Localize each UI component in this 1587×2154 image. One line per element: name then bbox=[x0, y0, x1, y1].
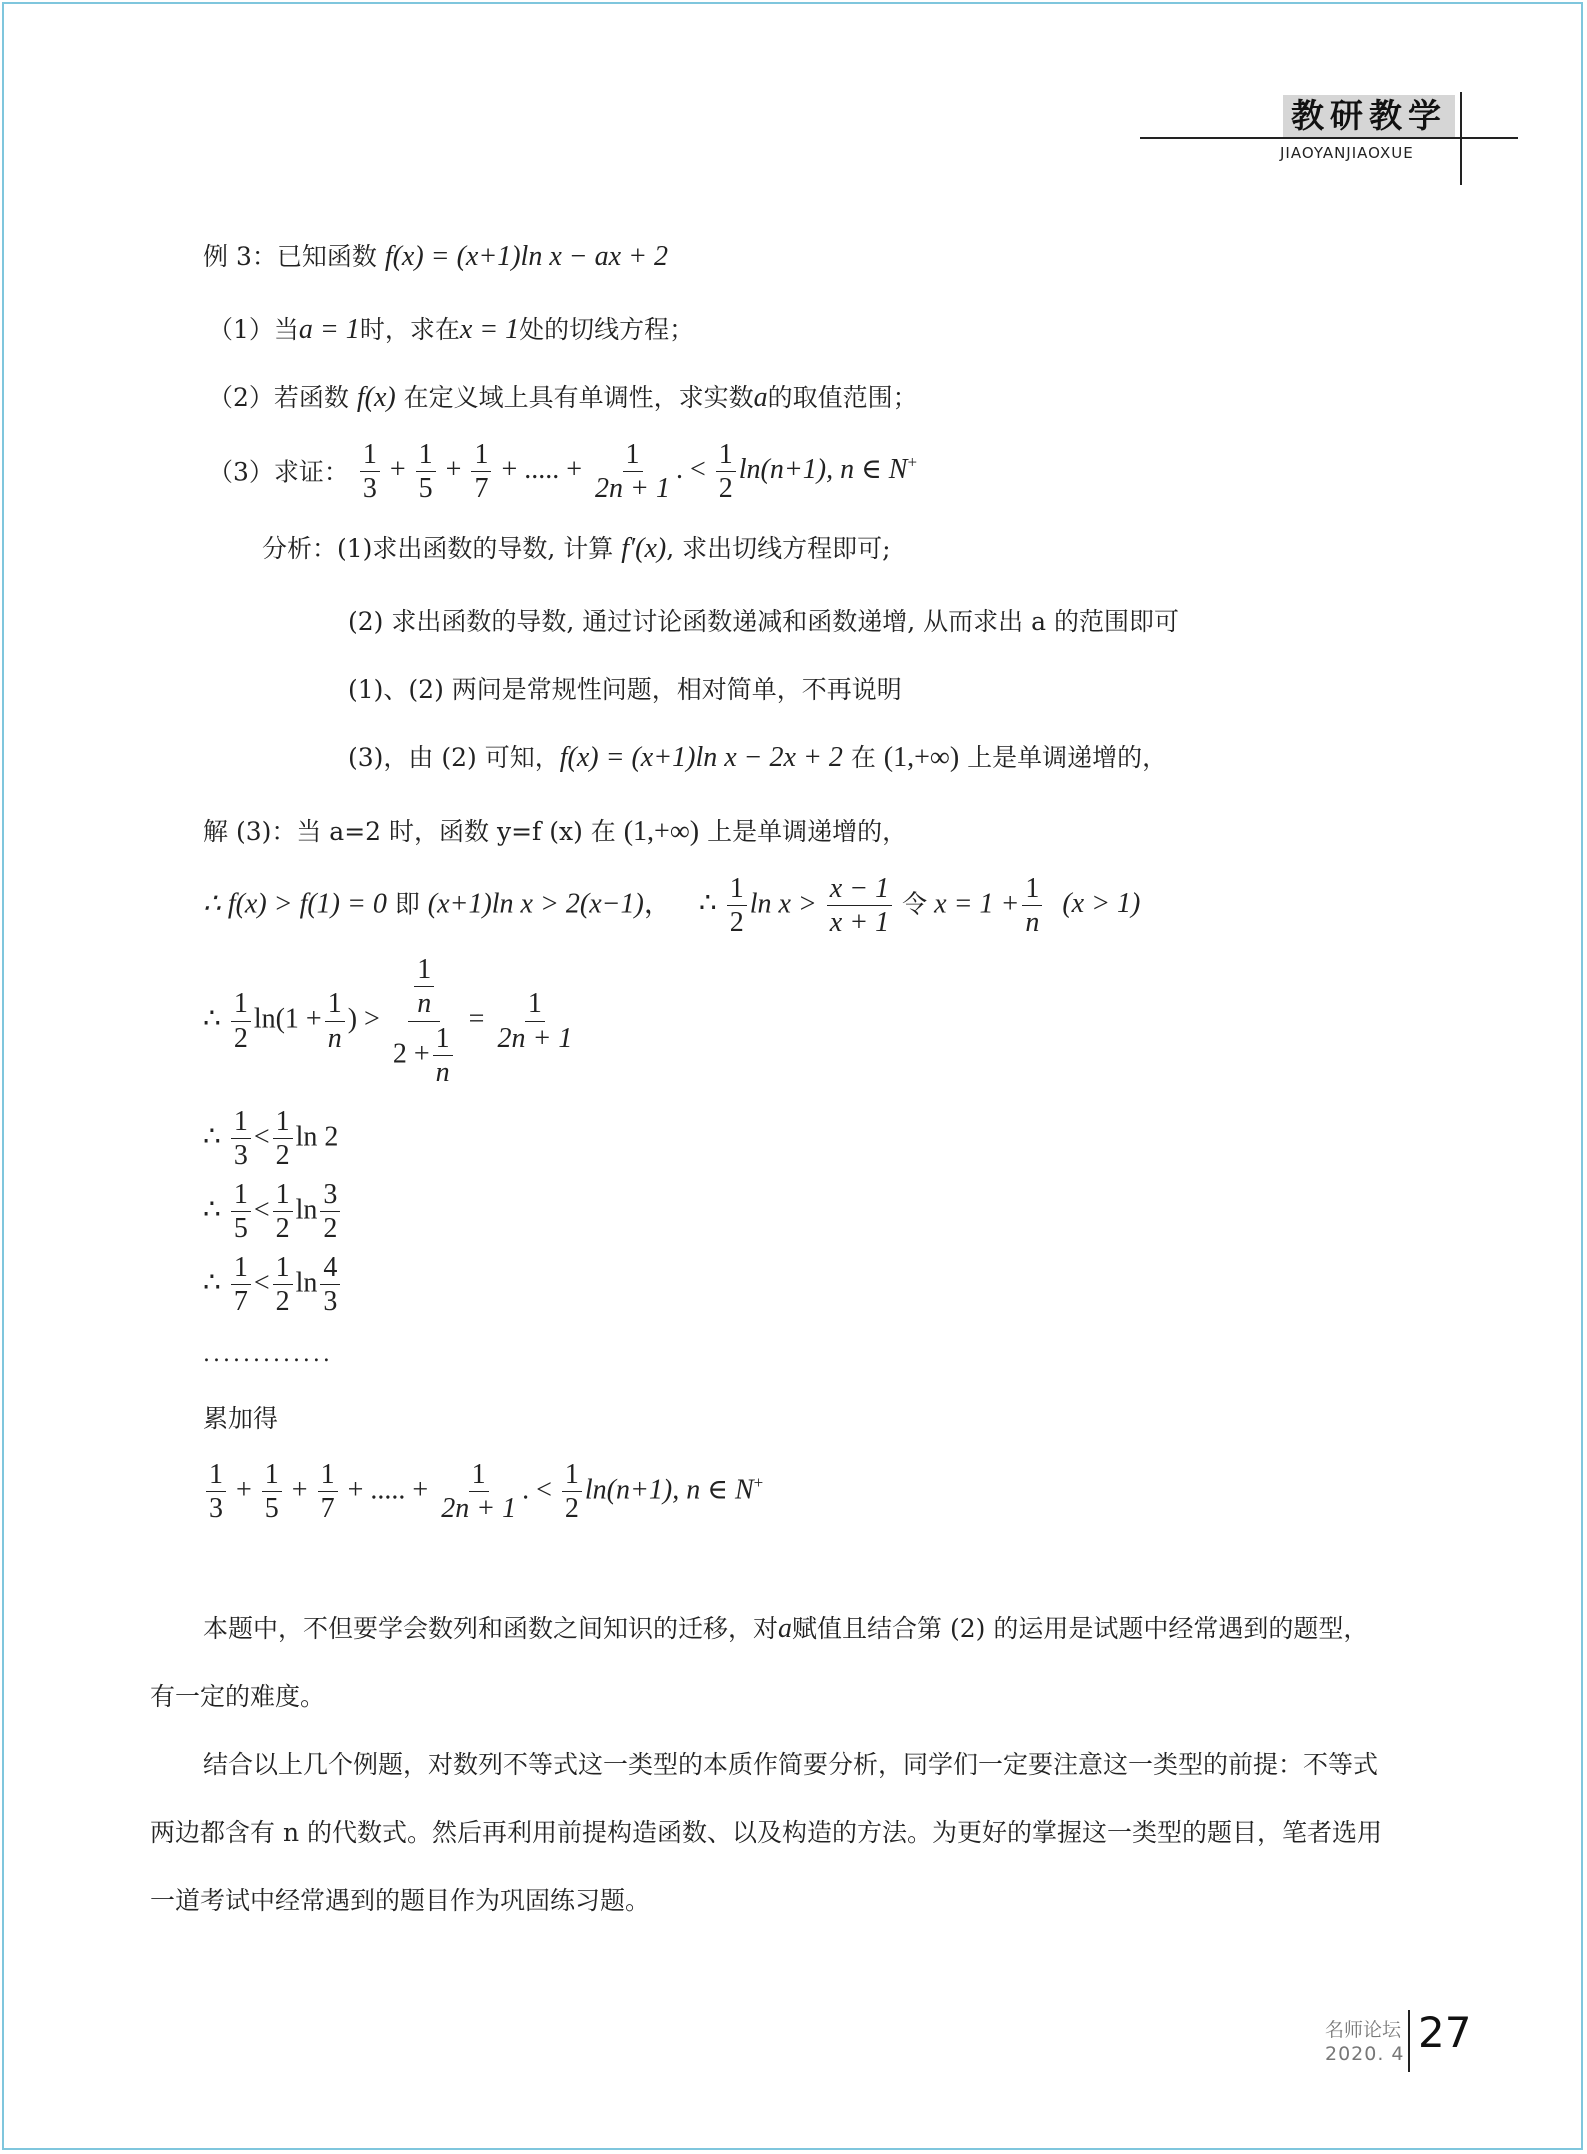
ellipsis-dots: ............. bbox=[203, 1342, 333, 1367]
example-title bbox=[203, 240, 668, 274]
footer-divider bbox=[1408, 2010, 1410, 2072]
analysis-line-2: (2) 求出函数的导数, 通过讨论函数递减和函数递增, 从而求出 a 的范围即可 bbox=[348, 607, 1179, 636]
footer-issue-date: 2020. 4 bbox=[1325, 2043, 1405, 2065]
sum-label: 累加得 bbox=[203, 1404, 279, 1433]
example-function: f(x) = (x+1)ln x − ax + 2 bbox=[384, 241, 668, 272]
final-result: $\frac{1}{3}$ + $\frac{1}{5}$ + $\frac{1}{7}$ + ..... + $\frac{1}{2n + 1}$ . < $\frac{1}{2}$ ln(n+1), n ∈ N+ bbox=[203, 1460, 763, 1524]
inequality-1: ∴ $\frac{1}{3}$ < $\frac{1}{2}$ ln 2 bbox=[203, 1106, 339, 1172]
analysis-line-4: (3)，由 (2) 可知，f(x) = (x+1)ln x − 2x + 2 在 (1,+∞) 上是单调递增的， bbox=[348, 742, 1168, 773]
header-vertical-rule bbox=[1460, 92, 1462, 185]
fraction: $\frac{x - 1}{x + 1}$ bbox=[827, 874, 892, 938]
analysis-line-3: (1)、(2) 两问是常规性问题，相对简单，不再说明 bbox=[348, 675, 902, 704]
example-part-1: （1）当a = 1时，求在x = 1处的切线方程； bbox=[208, 314, 695, 345]
header-subtitle: JIAOYANJIAOXUE bbox=[1280, 144, 1414, 162]
solution-step-2: ∴ $\frac{1}{2}$ ln(1 + $\frac{1}{n}$ ) > $\frac{1}{n}$ 2 + $\frac{1}{n}$ = $\frac{1}{2n + 1}$ bbox=[203, 955, 578, 1088]
fraction: $\frac{1}{2n + 1}$ bbox=[595, 439, 670, 505]
inequality-3: ∴ $\frac{1}{7}$ < $\frac{1}{2}$ ln $\frac{4}{3}$ bbox=[203, 1253, 343, 1317]
paragraph-1-line-2: 有一定的难度。 bbox=[150, 1682, 326, 1711]
fraction: $\frac{1}{2}$ bbox=[231, 989, 251, 1053]
header-title: 教研教学 bbox=[1283, 95, 1455, 137]
paragraph-1-line-1: 本题中，不但要学会数列和函数之间知识的迁移，对a赋值且结合第 (2) 的运用是试题中经常遇到的题型， bbox=[203, 1613, 1369, 1644]
solution-step-1: ∴ f(x) > f(1) = 0 即 (x+1)ln x > 2(x−1)， ∴ $\frac{1}{2}$ ln x > $\frac{x - 1}{x + 1}$ 令 x = 1 + $\frac{1}{n}$ (x > 1) bbox=[203, 873, 1141, 939]
fraction: $\frac{1}{n}$ bbox=[1022, 874, 1042, 938]
paragraph-2-line-3: 一道考试中经常遇到的题目作为巩固练习题。 bbox=[150, 1886, 651, 1915]
fraction: $\frac{1}{2}$ bbox=[727, 874, 747, 938]
analysis-line-1: 分析：(1)求出函数的导数, 计算 f′(x), 求出切线方程即可; bbox=[262, 533, 891, 564]
paragraph-2-line-2: 两边都含有 n 的代数式。然后再利用前提构造函数、以及构造的方法。为更好的掌握这一类型的题目，笔者选用 bbox=[150, 1818, 1382, 1847]
example-part-3: （3）求证： $\frac{1}{3}$ + $\frac{1}{5}$ + $\frac{1}{7}$ + ..... + $\frac{1}{2n + 1}$ . < $\frac{1}{2}$ ln(n+1), n ∈ N+ bbox=[208, 439, 918, 505]
fraction: $\frac{1}{5}$ bbox=[416, 440, 436, 504]
example-part-2: （2）若函数 f(x) 在定义域上具有单调性，求实数a的取值范围； bbox=[208, 382, 918, 413]
example-label: 例 3：已知函数 bbox=[203, 242, 385, 271]
fraction: $\frac{1}{2n + 1}$ bbox=[497, 988, 573, 1054]
compound-fraction: $\frac{1}{n}$ 2 + $\frac{1}{n}$ bbox=[390, 955, 459, 1088]
page-number: 27 bbox=[1418, 2008, 1472, 2057]
inequality-2: ∴ $\frac{1}{5}$ < $\frac{1}{2}$ ln $\frac{3}{2}$ bbox=[203, 1180, 343, 1244]
fraction: $\frac{1}{n}$ bbox=[325, 989, 345, 1053]
paragraph-2-line-1: 结合以上几个例题，对数列不等式这一类型的本质作简要分析，同学们一定要注意这一类型的前提：不等式 bbox=[203, 1750, 1379, 1779]
fraction: $\frac{1}{7}$ bbox=[471, 440, 491, 504]
solution-intro: 解 (3)：当 a=2 时，函数 y=f (x) 在 (1,+∞) 上是单调递增的， bbox=[203, 816, 908, 847]
footer-journal-name: 名师论坛 bbox=[1325, 2019, 1402, 2041]
fraction: $\frac{1}{2}$ bbox=[716, 440, 736, 504]
fraction: $\frac{1}{3}$ bbox=[360, 440, 380, 504]
